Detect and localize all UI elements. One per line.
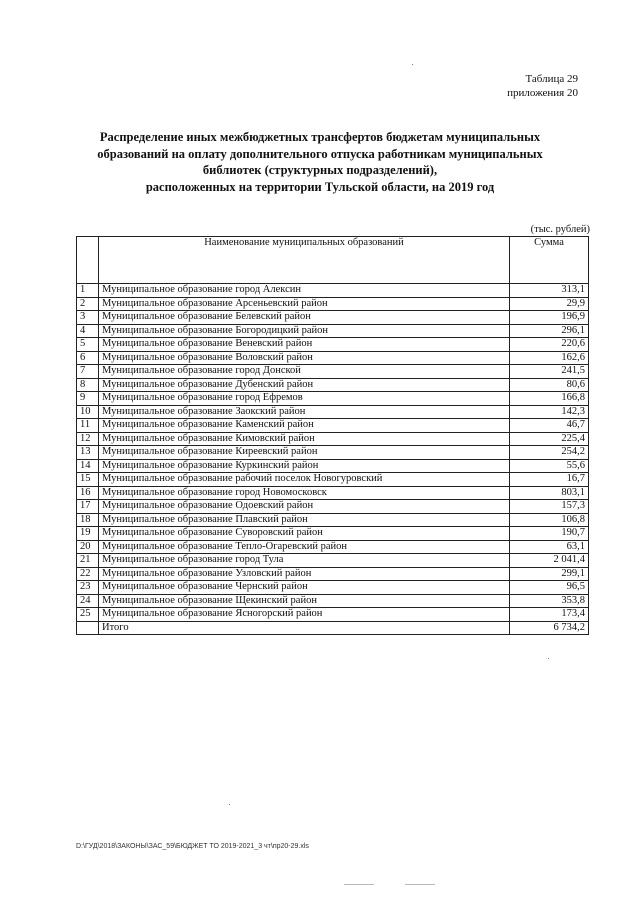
- file-path-footer: D:\ГУД\2018\ЗАКОНЫ\ЗАС_59\БЮДЖЕТ ТО 2019-2021_3 чт\пр20-29.xls: [76, 843, 309, 850]
- table-row: [77, 351, 589, 365]
- table-row: [77, 365, 589, 379]
- row-sum-cell: 63,1: [510, 540, 589, 554]
- row-name-cell: Муниципальное образование Ясногорский район: [99, 608, 510, 622]
- row-name-cell: Муниципальное образование Каменский район: [99, 419, 510, 433]
- row-number-cell: 13: [77, 446, 99, 460]
- table-reference: [507, 72, 578, 100]
- row-name-cell: Муниципальное образование город Ефремов: [99, 392, 510, 406]
- title-line-4: расположенных на территории Тульской области, на 2019 год: [145, 179, 495, 194]
- row-number-cell: 4: [77, 324, 99, 338]
- row-sum-cell: 142,3: [510, 405, 589, 419]
- table-row: [77, 513, 589, 527]
- row-name-cell: Муниципальное образование Узловский район: [99, 567, 510, 581]
- table-row: [77, 459, 589, 473]
- row-name-cell: Муниципальное образование Веневский район: [99, 338, 510, 352]
- table-row: [77, 324, 589, 338]
- scan-speck: [412, 64, 413, 65]
- table-row: [77, 567, 589, 581]
- row-name-cell: Муниципальное образование Киреевский район: [99, 446, 510, 460]
- row-name-cell: Муниципальное образование рабочий поселок Новогуровский: [99, 473, 510, 487]
- row-sum-cell: 46,7: [510, 419, 589, 433]
- row-number-cell: 23: [77, 581, 99, 595]
- row-number-cell: 20: [77, 540, 99, 554]
- row-sum-cell: 299,1: [510, 567, 589, 581]
- scan-speck: [344, 884, 374, 885]
- row-sum-cell: 173,4: [510, 608, 589, 622]
- row-sum-cell: 157,3: [510, 500, 589, 514]
- scan-speck: [229, 804, 230, 805]
- table-row: [77, 378, 589, 392]
- row-number-cell: 17: [77, 500, 99, 514]
- row-sum-cell: 16,7: [510, 473, 589, 487]
- row-name-cell: Муниципальное образование Заокский район: [99, 405, 510, 419]
- row-sum-cell: 353,8: [510, 594, 589, 608]
- row-number-cell: 6: [77, 351, 99, 365]
- table-row: [77, 419, 589, 433]
- row-name-cell: Муниципальное образование Тепло-Огаревский район: [99, 540, 510, 554]
- row-number-cell: 9: [77, 392, 99, 406]
- table-row: [77, 446, 589, 460]
- table-row: [77, 311, 589, 325]
- row-name-cell: Муниципальное образование город Тула: [99, 554, 510, 568]
- table-row: [77, 392, 589, 406]
- table-row: [77, 473, 589, 487]
- row-name-cell: Муниципальное образование Чернский район: [99, 581, 510, 595]
- appendix-number: приложения 20: [507, 87, 578, 99]
- table-body: [77, 284, 589, 622]
- table-number: Таблица 29: [525, 73, 578, 85]
- table-header-row: [77, 237, 589, 284]
- table-row: [77, 405, 589, 419]
- title-line-1: Распределение иных межбюджетных трансфертов бюджетам муниципальных: [99, 130, 541, 144]
- table-row: [77, 284, 589, 298]
- table-row: [77, 608, 589, 622]
- scan-speck: [548, 658, 549, 659]
- table-row: [77, 500, 589, 514]
- row-number-cell: 10: [77, 405, 99, 419]
- row-number-cell: 12: [77, 432, 99, 446]
- row-name-cell: Муниципальное образование Белевский район: [99, 311, 510, 325]
- row-sum-cell: 313,1: [510, 284, 589, 298]
- row-sum-cell: 55,6: [510, 459, 589, 473]
- total-num-cell: [77, 621, 99, 635]
- table-row: [77, 554, 589, 568]
- row-name-cell: Муниципальное образование Воловский район: [99, 351, 510, 365]
- total-row: [77, 621, 589, 635]
- row-number-cell: 14: [77, 459, 99, 473]
- header-num-cell: [77, 237, 99, 284]
- row-name-cell: Муниципальное образование Куркинский район: [99, 459, 510, 473]
- row-sum-cell: 190,7: [510, 527, 589, 541]
- row-name-cell: Муниципальное образование Богородицкий район: [99, 324, 510, 338]
- row-number-cell: 19: [77, 527, 99, 541]
- row-name-cell: Муниципальное образование Суворовский район: [99, 527, 510, 541]
- row-name-cell: Муниципальное образование город Алексин: [99, 284, 510, 298]
- table-row: [77, 540, 589, 554]
- table-row: [77, 338, 589, 352]
- row-number-cell: 7: [77, 365, 99, 379]
- row-number-cell: 5: [77, 338, 99, 352]
- row-sum-cell: 106,8: [510, 513, 589, 527]
- row-sum-cell: 241,5: [510, 365, 589, 379]
- row-number-cell: 24: [77, 594, 99, 608]
- row-name-cell: Муниципальное образование Плавский район: [99, 513, 510, 527]
- row-number-cell: 8: [77, 378, 99, 392]
- row-number-cell: 21: [77, 554, 99, 568]
- header-name-cell: Наименование муниципальных образований: [99, 237, 510, 284]
- header-sum-cell: Сумма: [510, 237, 589, 284]
- table-row: [77, 527, 589, 541]
- row-sum-cell: 296,1: [510, 324, 589, 338]
- row-sum-cell: 166,8: [510, 392, 589, 406]
- row-number-cell: 1: [77, 284, 99, 298]
- row-number-cell: 22: [77, 567, 99, 581]
- allocation-table: [76, 236, 589, 635]
- table-row: [77, 486, 589, 500]
- row-sum-cell: 196,9: [510, 311, 589, 325]
- row-sum-cell: 29,9: [510, 297, 589, 311]
- row-number-cell: 16: [77, 486, 99, 500]
- document-title: [70, 129, 570, 195]
- row-number-cell: 2: [77, 297, 99, 311]
- row-sum-cell: 803,1: [510, 486, 589, 500]
- title-line-2: образований на оплату дополнительного отпуска работникам муниципальных: [97, 146, 543, 161]
- row-name-cell: Муниципальное образование Одоевский район: [99, 500, 510, 514]
- row-sum-cell: 80,6: [510, 378, 589, 392]
- title-line-3: библиотек (структурных подразделений),: [202, 163, 438, 177]
- row-sum-cell: 2 041,4: [510, 554, 589, 568]
- table-row: [77, 432, 589, 446]
- row-name-cell: Муниципальное образование город Новомосковск: [99, 486, 510, 500]
- row-name-cell: Муниципальное образование Дубенский район: [99, 378, 510, 392]
- units-label: (тыс. рублей): [530, 224, 590, 235]
- total-sum-cell: 6 734,2: [510, 621, 589, 635]
- row-number-cell: 3: [77, 311, 99, 325]
- row-sum-cell: 162,6: [510, 351, 589, 365]
- scan-speck: [405, 884, 435, 885]
- row-sum-cell: 225,4: [510, 432, 589, 446]
- row-name-cell: Муниципальное образование Арсеньевский район: [99, 297, 510, 311]
- row-name-cell: Муниципальное образование Кимовский район: [99, 432, 510, 446]
- row-number-cell: 25: [77, 608, 99, 622]
- row-number-cell: 11: [77, 419, 99, 433]
- row-number-cell: 18: [77, 513, 99, 527]
- row-name-cell: Муниципальное образование город Донской: [99, 365, 510, 379]
- row-number-cell: 15: [77, 473, 99, 487]
- row-sum-cell: 96,5: [510, 581, 589, 595]
- table-row: [77, 581, 589, 595]
- table-row: [77, 594, 589, 608]
- total-label-cell: Итого: [99, 621, 510, 635]
- row-name-cell: Муниципальное образование Щекинский район: [99, 594, 510, 608]
- row-sum-cell: 220,6: [510, 338, 589, 352]
- table-row: [77, 297, 589, 311]
- row-sum-cell: 254,2: [510, 446, 589, 460]
